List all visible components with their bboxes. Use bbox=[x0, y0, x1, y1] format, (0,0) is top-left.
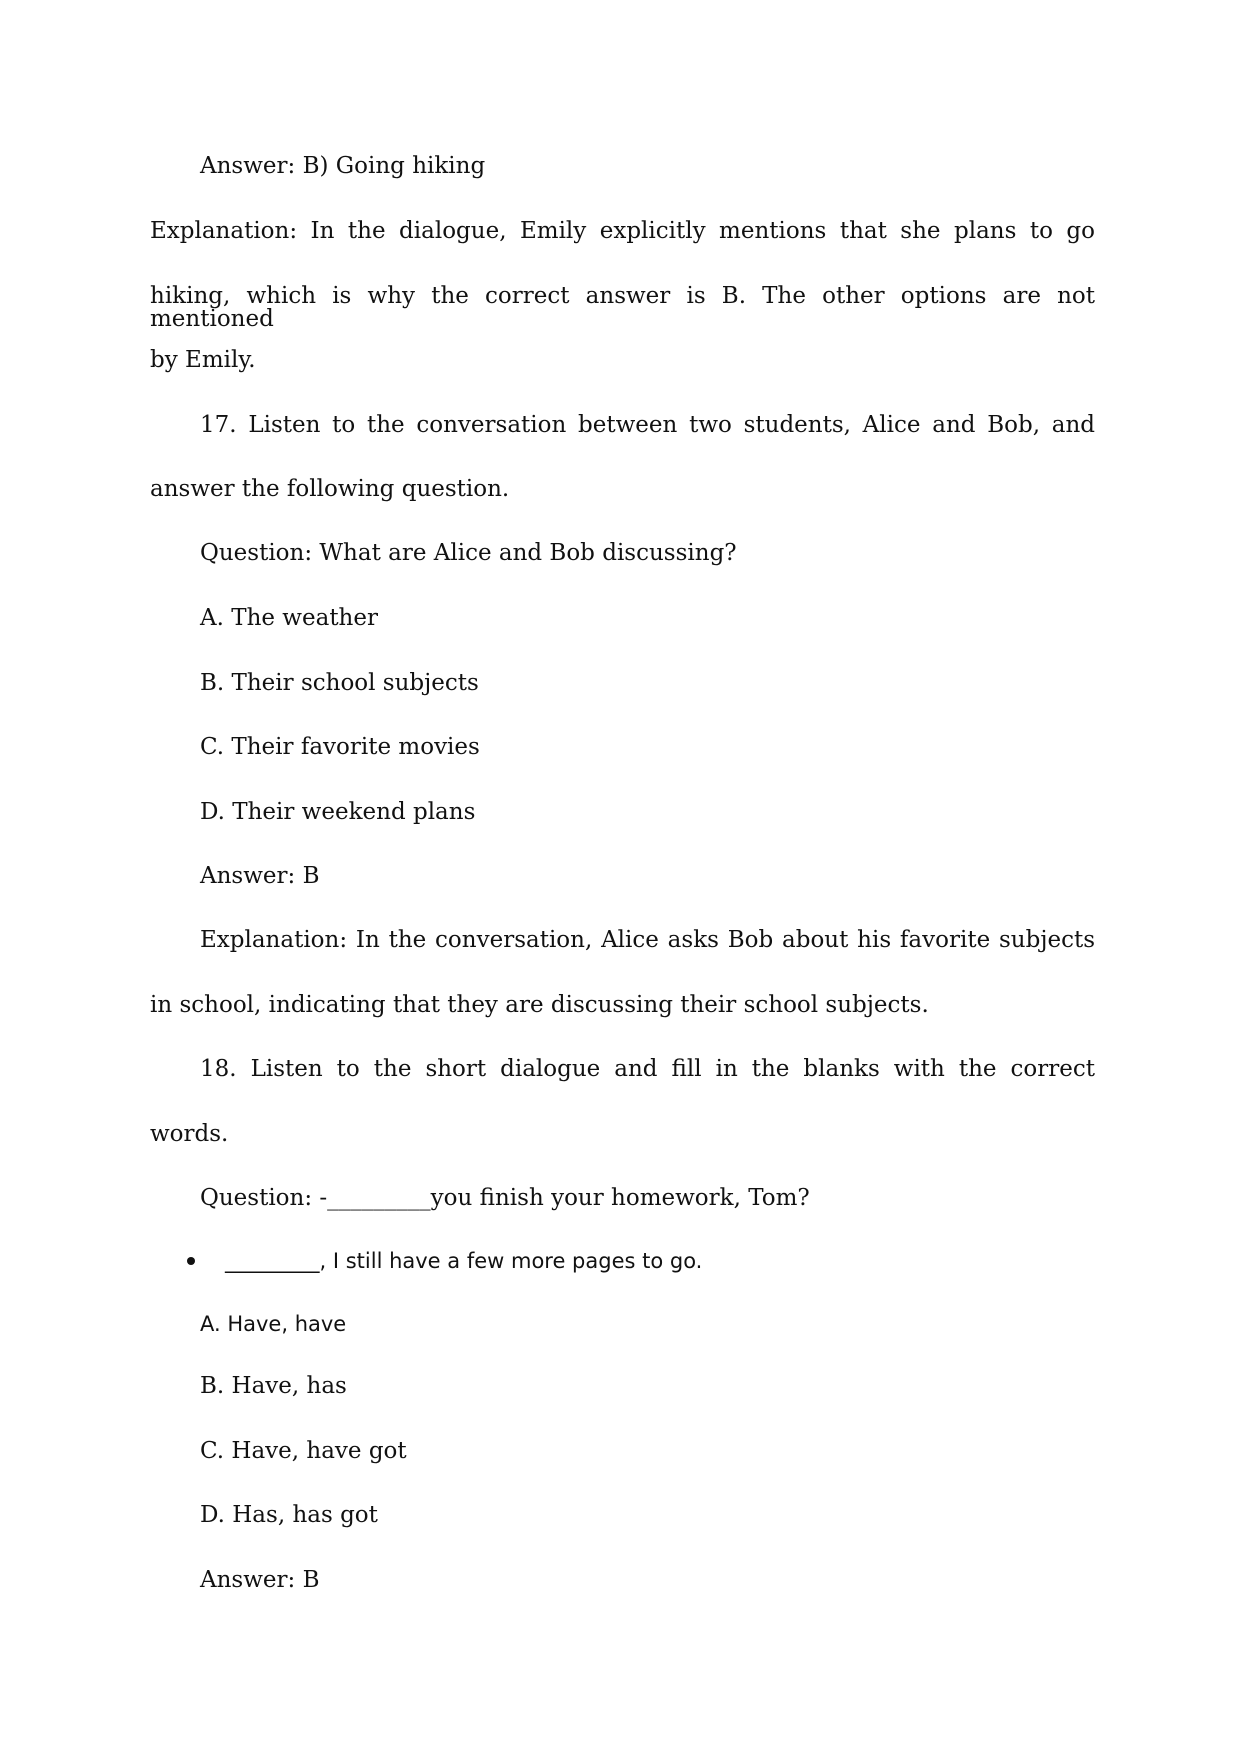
q16-explanation-line-3: by Emily. bbox=[150, 347, 256, 373]
q18-bullet-text: _________, I still have a few more pages to go. bbox=[225, 1249, 703, 1273]
q17-option-d: D. Their weekend plans bbox=[200, 799, 476, 825]
q18-option-c: C. Have, have got bbox=[200, 1438, 407, 1464]
q17-question: Question: What are Alice and Bob discussing? bbox=[200, 540, 737, 566]
q17-prompt-line-1: 17. Listen to the conversation between two students, Alice and Bob, and bbox=[200, 412, 1095, 438]
q18-answer: Answer: B bbox=[200, 1567, 320, 1593]
q18-option-b: B. Have, has bbox=[200, 1373, 347, 1399]
q17-explanation-line-2: in school, indicating that they are discussing their school subjects. bbox=[150, 992, 929, 1018]
q17-option-b: B. Their school subjects bbox=[200, 670, 479, 696]
q18-prompt-line-1: 18. Listen to the short dialogue and fill in the blanks with the correct bbox=[200, 1056, 1095, 1082]
q18-prompt-line-2: words. bbox=[150, 1121, 229, 1147]
q17-option-a: A. The weather bbox=[200, 605, 378, 631]
q16-explanation-line-1: Explanation: In the dialogue, Emily explicitly mentions that she plans to go bbox=[150, 218, 1095, 244]
q16-answer: Answer: B) Going hiking bbox=[200, 153, 486, 179]
q18-option-a: A. Have, have bbox=[200, 1312, 347, 1336]
q17-prompt-line-2: answer the following question. bbox=[150, 476, 510, 502]
q17-answer: Answer: B bbox=[200, 863, 320, 889]
q17-explanation-line-1: Explanation: In the conversation, Alice asks Bob about his favorite subjects bbox=[200, 927, 1095, 953]
bullet-dot-icon bbox=[187, 1257, 195, 1265]
q18-option-d: D. Has, has got bbox=[200, 1502, 378, 1528]
q17-option-c: C. Their favorite movies bbox=[200, 734, 480, 760]
q16-explanation-line-2: hiking, which is why the correct answer is B. The other options are not mentioned bbox=[150, 283, 1095, 332]
q18-question: Question: -_________you finish your homework, Tom? bbox=[200, 1185, 810, 1211]
